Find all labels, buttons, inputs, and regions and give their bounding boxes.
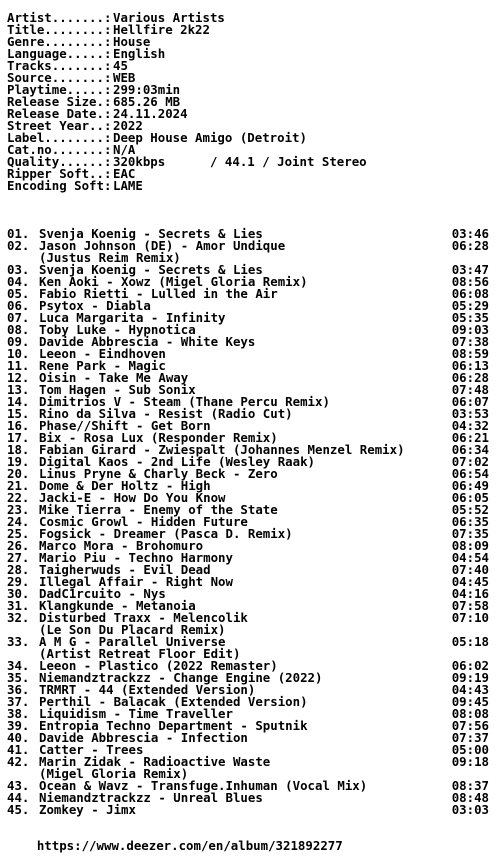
- info-label: Playtime.....:: [7, 82, 112, 97]
- info-label: Quality......:: [7, 154, 112, 169]
- info-label: Label........:: [7, 130, 112, 145]
- info-label: Language.....:: [7, 46, 112, 61]
- info-value: English: [113, 46, 166, 61]
- info-value: Various Artists: [113, 10, 225, 25]
- track-number: 04.: [7, 274, 30, 289]
- track-number: 39.: [7, 718, 30, 733]
- track-title: Oisin - Take Me Away: [39, 370, 189, 385]
- track-number: 41.: [7, 742, 30, 757]
- track-duration: 09:19: [451, 670, 489, 685]
- track-number: 09.: [7, 334, 30, 349]
- info-value: 2022: [113, 118, 143, 133]
- track-duration: 09:03: [451, 322, 489, 337]
- info-label: Genre........:: [7, 34, 112, 49]
- track-duration: 06:34: [451, 442, 489, 457]
- track-title: Niemandztrackzz - Change Engine (2022): [39, 670, 323, 685]
- track-duration: 03:46: [451, 226, 489, 241]
- track-number: 06.: [7, 298, 30, 313]
- track-title: Luca Margarita - Infinity: [39, 310, 226, 325]
- track-title-continued: (Justus Reim Remix): [39, 250, 181, 265]
- track-number: 21.: [7, 478, 30, 493]
- track-title: Rene Park - Magic: [39, 358, 166, 373]
- info-value: 24.11.2024: [113, 106, 188, 121]
- track-number: 37.: [7, 694, 30, 709]
- track-duration: 03:03: [451, 802, 489, 817]
- track-duration: 04:54: [451, 550, 489, 565]
- track-duration: 04:16: [451, 586, 489, 601]
- footer-line: [7, 828, 489, 853]
- track-duration: 05:00: [451, 742, 489, 757]
- track-number: 12.: [7, 370, 30, 385]
- track-number: 31.: [7, 598, 30, 613]
- track-number: 33.: [7, 634, 30, 649]
- track-duration: 07:35: [451, 526, 489, 541]
- track-duration: 06:28: [451, 238, 489, 253]
- track-title: A M G - Parallel Universe: [39, 634, 226, 649]
- track-title: Fabian Girard - Zwiespalt (Johannes Menzel Remix): [39, 442, 405, 457]
- track-title: Fogsick - Dreamer (Pasca D. Remix): [39, 526, 293, 541]
- track-title: Marco Mora - Brohomuro: [39, 538, 204, 553]
- track-duration: 06:13: [451, 358, 489, 373]
- track-title: Zomkey - Jimx: [39, 802, 136, 817]
- track-duration: 05:29: [451, 298, 489, 313]
- info-label: Source.......:: [7, 70, 112, 85]
- track-duration: 05:52: [451, 502, 489, 517]
- release-info-block: [7, 12, 489, 192]
- track-row: [7, 804, 489, 816]
- track-number: 40.: [7, 730, 30, 745]
- track-title: Leeon - Plastico (2022 Remaster): [39, 658, 278, 673]
- track-duration: 06:07: [451, 394, 489, 409]
- track-title: Jason Johnson (DE) - Amor Undique: [39, 238, 286, 253]
- track-title: Entropia Techno Department - Sputnik: [39, 718, 308, 733]
- track-title: Niemandztrackzz - Unreal Blues: [39, 790, 263, 805]
- track-number: 45.: [7, 802, 30, 817]
- track-duration: 08:48: [451, 790, 489, 805]
- track-title: Psytox - Diabla: [39, 298, 151, 313]
- info-value: Hellfire 2k22: [113, 22, 210, 37]
- track-duration: 06:28: [451, 370, 489, 385]
- spacer: [7, 204, 489, 216]
- track-duration: 08:59: [451, 346, 489, 361]
- track-number: 42.: [7, 754, 30, 769]
- spacer: [7, 192, 489, 204]
- info-label: Title........:: [7, 22, 112, 37]
- track-number: 27.: [7, 550, 30, 565]
- info-value: House: [113, 34, 151, 49]
- track-number: 13.: [7, 382, 30, 397]
- track-duration: 06:21: [451, 430, 489, 445]
- track-number: 16.: [7, 418, 30, 433]
- info-label: Cat.no.......:: [7, 142, 112, 157]
- info-label: Street Year..:: [7, 118, 112, 133]
- track-number: 22.: [7, 490, 30, 505]
- info-value: LAME: [113, 178, 143, 193]
- track-title: Svenja Koenig - Secrets & Lies: [39, 226, 263, 241]
- track-number: 15.: [7, 406, 30, 421]
- info-value: EAC: [113, 166, 136, 181]
- track-duration: 09:45: [451, 694, 489, 709]
- track-number: 43.: [7, 778, 30, 793]
- track-number: 19.: [7, 454, 30, 469]
- track-duration: 04:45: [451, 574, 489, 589]
- track-number: 36.: [7, 682, 30, 697]
- track-title-continued: (Artist Retreat Floor Edit): [39, 646, 241, 661]
- track-duration: 06:54: [451, 466, 489, 481]
- track-number: 03.: [7, 262, 30, 277]
- track-number: 34.: [7, 658, 30, 673]
- info-label: Ripper Soft..:: [7, 166, 112, 181]
- track-title: Perthil - Balacak (Extended Version): [39, 694, 308, 709]
- track-number: 11.: [7, 358, 30, 373]
- track-duration: 06:05: [451, 490, 489, 505]
- track-duration: 08:56: [451, 274, 489, 289]
- track-number: 38.: [7, 706, 30, 721]
- track-duration: 07:02: [451, 454, 489, 469]
- track-number: 07.: [7, 310, 30, 325]
- track-duration: 03:47: [451, 262, 489, 277]
- track-title: Davide Abbrescia - White Keys: [39, 334, 256, 349]
- track-number: 23.: [7, 502, 30, 517]
- info-value: 299:03min: [113, 82, 181, 97]
- track-title: Mike Tierra - Enemy of the State: [39, 502, 278, 517]
- track-number: 35.: [7, 670, 30, 685]
- track-title: Liquidism - Time Traveller: [39, 706, 233, 721]
- track-number: 17.: [7, 430, 30, 445]
- track-duration: 08:08: [451, 706, 489, 721]
- track-duration: 07:37: [451, 730, 489, 745]
- track-number: 02.: [7, 238, 30, 253]
- track-duration: 09:18: [451, 754, 489, 769]
- track-title: Catter - Trees: [39, 742, 144, 757]
- track-duration: 04:32: [451, 418, 489, 433]
- track-title-continued: (Le Son Du Placard Remix): [39, 622, 226, 637]
- track-number: 44.: [7, 790, 30, 805]
- track-number: 01.: [7, 226, 30, 241]
- info-label: Artist.......:: [7, 10, 112, 25]
- track-number: 08.: [7, 322, 30, 337]
- spacer: [7, 816, 489, 828]
- track-duration: 04:43: [451, 682, 489, 697]
- track-number: 18.: [7, 442, 30, 457]
- info-value: N/A: [113, 142, 136, 157]
- track-number: 26.: [7, 538, 30, 553]
- track-duration: 07:40: [451, 562, 489, 577]
- track-title: Ocean & Wavz - Transfuge.Inhuman (Vocal Mix): [39, 778, 368, 793]
- track-title: Linus Pryne & Charly Beck - Zero: [39, 466, 278, 481]
- track-number: 29.: [7, 574, 30, 589]
- track-duration: 08:37: [451, 778, 489, 793]
- track-title: Fabio Rietti - Lulled in the Air: [39, 286, 278, 301]
- track-title: Digital Kaos - 2nd Life (Wesley Raak): [39, 454, 316, 469]
- track-title: DadC1rcuito - Nys: [39, 586, 166, 601]
- track-duration: 06:08: [451, 286, 489, 301]
- info-label: Tracks.......:: [7, 58, 112, 73]
- track-number: 20.: [7, 466, 30, 481]
- track-title: Davide Abbrescia - Infection: [39, 730, 248, 745]
- track-title: Taigherwuds - Evil Dead: [39, 562, 211, 577]
- track-number: 05.: [7, 286, 30, 301]
- track-title: Toby Luke - Hypnotica: [39, 322, 196, 337]
- release-info-document: [7, 10, 489, 853]
- track-title: Ken Aoki - Xowz (Migel Gloria Remix): [39, 274, 308, 289]
- track-title: Disturbed Traxx - Melencolik: [39, 610, 248, 625]
- info-value: 45: [113, 58, 128, 73]
- track-title: TRMRT - 44 (Extended Version): [39, 682, 256, 697]
- info-label: Encoding Soft:: [7, 178, 112, 193]
- track-title: Leeon - Eindhoven: [39, 346, 166, 361]
- info-value: WEB: [113, 70, 136, 85]
- track-number: 25.: [7, 526, 30, 541]
- track-duration: 07:56: [451, 718, 489, 733]
- track-title: Illegal Affair - Right Now: [39, 574, 233, 589]
- track-number: 14.: [7, 394, 30, 409]
- track-duration: 06:35: [451, 514, 489, 529]
- track-duration: 07:38: [451, 334, 489, 349]
- info-value: 685.26 MB: [113, 94, 181, 109]
- info-row: [7, 180, 489, 192]
- track-number: 30.: [7, 586, 30, 601]
- info-value: Deep House Amigo (Detroit): [113, 130, 307, 145]
- track-title: Jacki-E - How Do You Know: [39, 490, 226, 505]
- track-duration: 05:35: [451, 310, 489, 325]
- track-title: Dome & Der Holtz - High: [39, 478, 211, 493]
- track-duration: 07:58: [451, 598, 489, 613]
- track-title: Dimitrios V - Steam (Thane Percu Remix): [39, 394, 330, 409]
- track-title: Tom Hagen - Sub Sonix: [39, 382, 196, 397]
- info-label: Release Date.:: [7, 106, 112, 121]
- track-title-continued: (Migel Gloria Remix): [39, 766, 189, 781]
- track-duration: 08:09: [451, 538, 489, 553]
- deezer-url: https://www.deezer.com/en/album/321892277: [36, 838, 343, 853]
- track-title: Svenja Koenig - Secrets & Lies: [39, 262, 263, 277]
- track-duration: 06:49: [451, 478, 489, 493]
- track-title: Phase//Shift - Get Born: [39, 418, 211, 433]
- track-duration: 07:48: [451, 382, 489, 397]
- track-duration: 03:53: [451, 406, 489, 421]
- track-number: 24.: [7, 514, 30, 529]
- track-duration: 06:02: [451, 658, 489, 673]
- track-duration: 05:18: [451, 634, 489, 649]
- info-value: 320kbps / 44.1 / Joint Stereo: [113, 154, 367, 169]
- track-title: Rino da Silva - Resist (Radio Cut): [39, 406, 293, 421]
- track-number: 10.: [7, 346, 30, 361]
- track-title: Bix - Rosa Lux (Responder Remix): [39, 430, 278, 445]
- info-label: Release Size.:: [7, 94, 112, 109]
- track-title: Cosmic Growl - Hidden Future: [39, 514, 248, 529]
- track-title: Marin Zidak - Radioactive Waste: [39, 754, 271, 769]
- tracklist: [7, 228, 489, 816]
- track-number: 28.: [7, 562, 30, 577]
- track-title: Klangkunde - Metanoia: [39, 598, 196, 613]
- track-title: Mario Piu - Techno Harmony: [39, 550, 233, 565]
- track-number: 32.: [7, 610, 30, 625]
- track-duration: 07:10: [451, 610, 489, 625]
